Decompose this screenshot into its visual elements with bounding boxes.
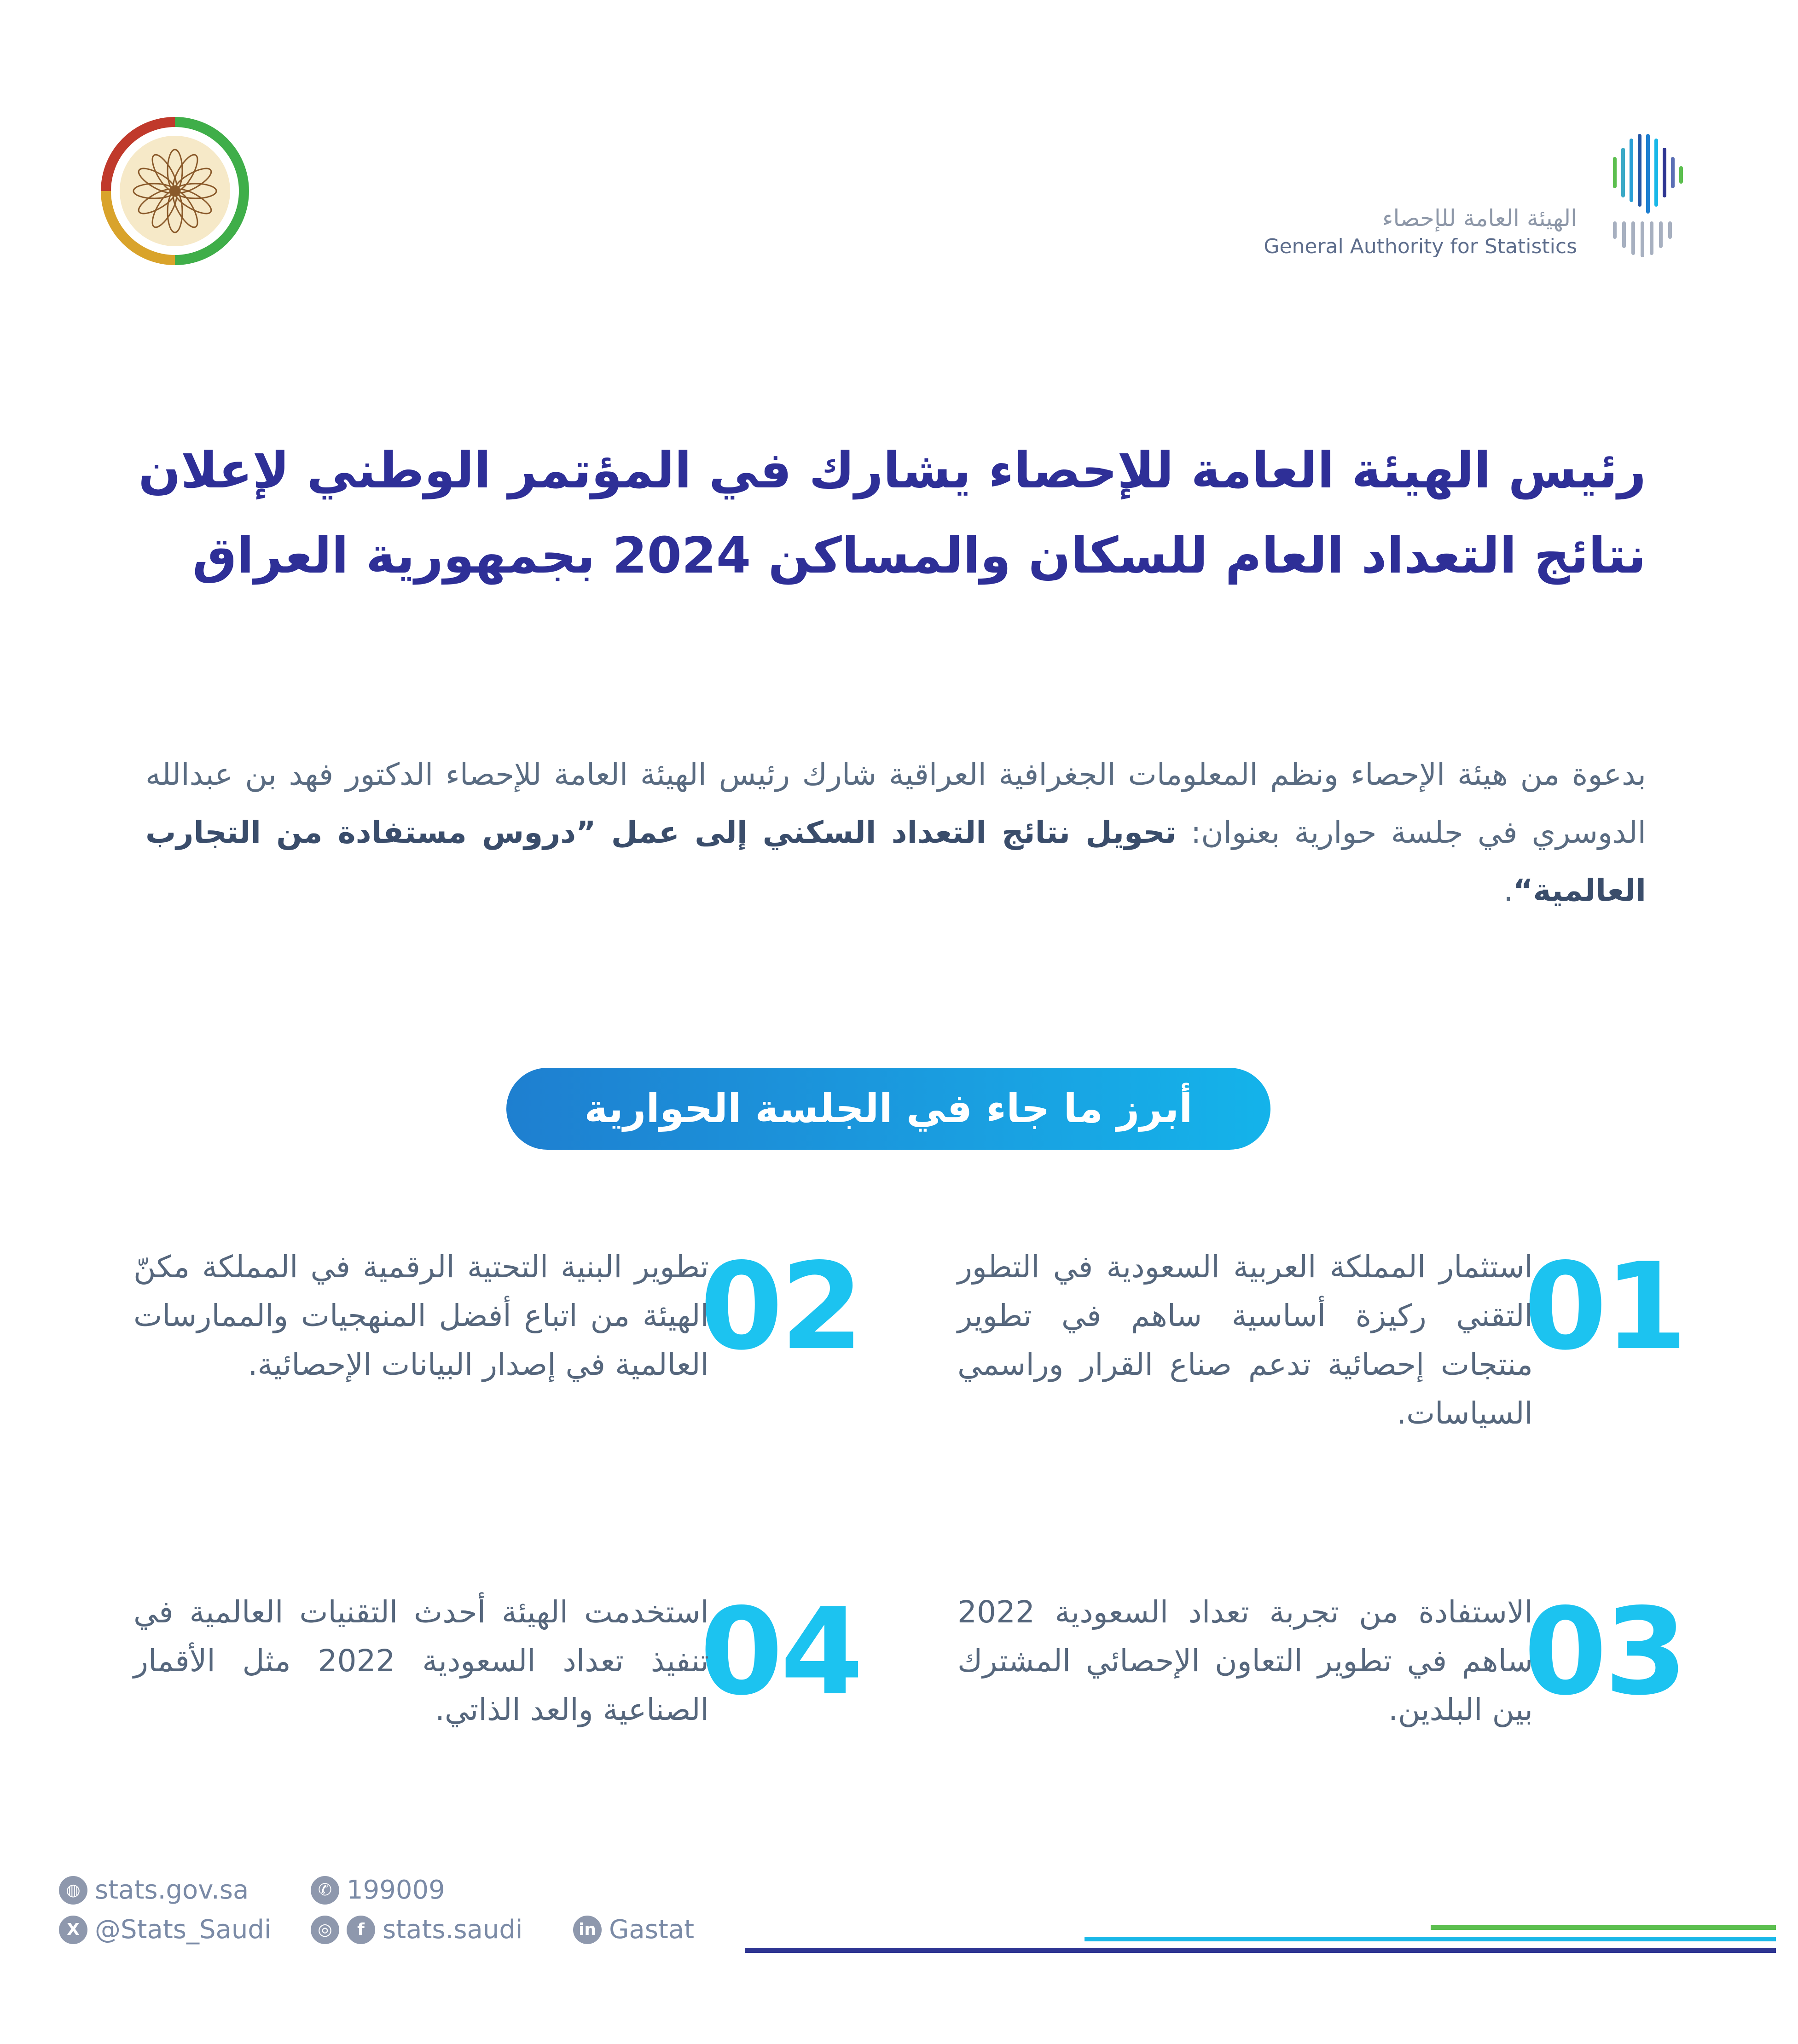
highlight-text: تطوير البنية التحتية الرقمية في المملكة مكنّ الهيئة من اتباع أفضل المنهجيات والممارسات العالمية في إصدار البيانات الإحصائية.: [133, 1249, 709, 1382]
footer-x-link[interactable]: [59, 1915, 271, 1945]
gastat-name-english: General Authority for Statistics: [1264, 235, 1577, 258]
social-handle-text: stats.saudi: [383, 1915, 523, 1945]
intro-text: بدعوة من هيئة الإحصاء ونظم المعلومات الجغرافية العراقية شارك رئيس الهيئة العامة للإحصاء الدكتور فهد بن عبدالله الدوسري في جلسة حوارية بعنوان:: [145, 757, 1647, 850]
section-header-pill: [506, 1068, 1270, 1150]
linkedin-text: Gastat: [609, 1915, 695, 1945]
ministry-of-planning-seal: [99, 115, 251, 267]
phone-icon: ✆: [311, 1876, 339, 1905]
globe-icon: ◍: [59, 1876, 87, 1905]
linkedin-icon: in: [573, 1916, 602, 1944]
footer-phone-link[interactable]: [311, 1875, 445, 1905]
highlight-number: 01: [1524, 1238, 1685, 1377]
highlight-text: استثمار المملكة العربية السعودية في التطور التقني ركيزة أساسية ساهم في تطوير منتجات إحصائية تدعم صناع القرار وراسمي السياسات.: [957, 1249, 1533, 1431]
instagram-icon: ◎: [311, 1916, 339, 1944]
footer-website-link[interactable]: [59, 1875, 249, 1905]
website-text: stats.gov.sa: [95, 1875, 249, 1905]
intro-paragraph: [145, 746, 1646, 920]
highlight-number: 02: [700, 1238, 861, 1377]
phone-text: 199009: [347, 1875, 445, 1905]
highlight-number: 04: [700, 1583, 861, 1722]
facebook-icon: f: [347, 1916, 375, 1944]
page-title: [138, 428, 1646, 598]
highlight-text: الاستفادة من تجربة تعداد السعودية 2022 ساهم في تطوير التعاون الإحصائي المشترك بين البلدين.: [957, 1594, 1533, 1727]
intro-session-title: تحويل نتائج التعداد السكني إلى عمل ”دروس مستفادة من التجارب العالمية“: [145, 815, 1646, 908]
highlight-item: [97, 1238, 861, 1523]
decorative-line-cyan: [1085, 1937, 1776, 1941]
highlight-number: 03: [1524, 1583, 1685, 1722]
decorative-line-blue: [745, 1948, 1776, 1953]
gastat-logo-icon: [1610, 131, 1693, 260]
decorative-line-green: [1431, 1925, 1776, 1930]
highlight-text: استخدمت الهيئة أحدث التقنيات العالمية في تنفيذ تعداد السعودية 2022 مثل الأقمار الصناعية والعد الذاتي.: [133, 1594, 709, 1727]
title-line-1: رئيس الهيئة العامة للإحصاء يشارك في المؤتمر الوطني لإعلان: [138, 442, 1646, 499]
x-handle-text: @Stats_Saudi: [95, 1915, 272, 1945]
highlight-item: [921, 1238, 1685, 1523]
title-line-2: نتائج التعداد العام للسكان والمساكن 2024 بجمهورية العراق: [192, 527, 1646, 585]
highlight-item: [921, 1583, 1685, 1869]
footer-linkedin-link[interactable]: [573, 1915, 694, 1945]
section-title: أبرز ما جاء في الجلسة الحوارية: [584, 1086, 1193, 1132]
x-icon: X: [59, 1916, 87, 1944]
gastat-name-arabic: الهيئة العامة للإحصاء: [1382, 205, 1577, 232]
highlight-item: [97, 1583, 861, 1869]
intro-end: .: [1503, 873, 1514, 908]
footer-social-link[interactable]: [311, 1915, 522, 1945]
